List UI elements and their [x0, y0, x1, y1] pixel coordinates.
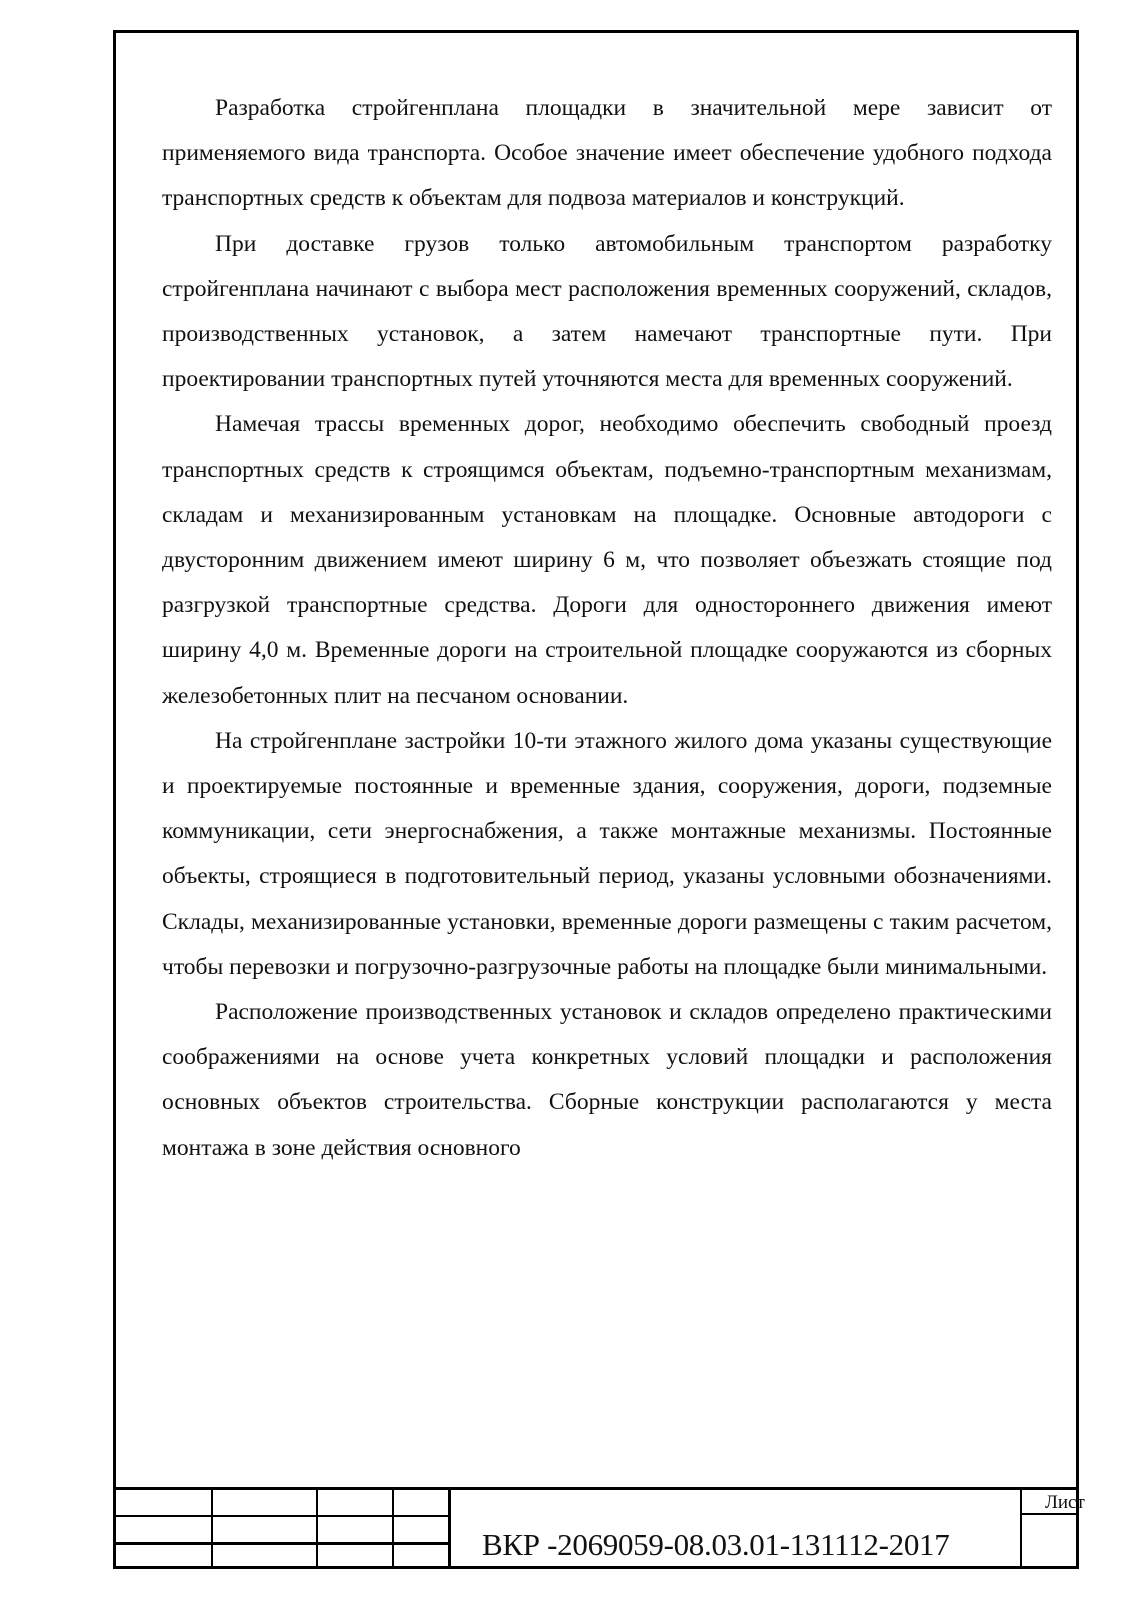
stamp-line [113, 1515, 451, 1517]
paragraph: Намечая трассы временных дорог, необходимо обеспечить свободный проезд транспортных средств к строящимся объектам, подъемно-транспортным механизмам, складам и механизированным установкам на площадке. Основные автодороги с двусторонним движением имеют ширину 6 м, что позволяет объезжать стоящие под разгрузкой транспортные средства. Дороги для одностороннего движения имеют ширину 4,0 м. Временные дороги на строительной площадке сооружаются из сборных железобетонных плит на песчаном основании. [162, 411, 1052, 709]
stamp-line [316, 1487, 318, 1569]
document-body [162, 86, 1052, 1171]
sheet-label: Лист [1045, 1492, 1085, 1513]
stamp-line [211, 1487, 213, 1569]
paragraph: При доставке грузов только автомобильным транспортом разработку стройгенплана начинают с выбора мест расположения временных сооружений, складов, производственных установок, а затем намечают транспортные пути. При проектировании транспортных путей уточняются места для временных сооружений. [162, 230, 1052, 393]
stamp-line [113, 1487, 1079, 1490]
paragraph: Расположение производственных установок и складов определено практическими соображениями на основе учета конкретных условий площадки и расположения основных объектов строительства. Сборные конструкции располагаются у места монтажа в зоне действия основного [162, 999, 1052, 1161]
document-code: ВКР -2069059-08.03.01-131112-2017 [482, 1527, 950, 1562]
stamp-line [113, 1542, 451, 1545]
paragraph: На стройгенплане застройки 10-ти этажного жилого дома указаны существующие и проектируемые постоянные и временные здания, сооружения, дороги, подземные коммуникации, сети энергоснабжения, а также монтажные механизмы. Постоянные объекты, строящиеся в подготовительный период, указаны условными обозначениями. Склады, механизированные установки, временные дороги размещены с таким расчетом, чтобы перевозки и погрузочно-разгрузочные работы на площадке были минимальными. [162, 727, 1052, 980]
stamp-line [1020, 1487, 1022, 1569]
paragraph: Разработка стройгенплана площадки в значительной мере зависит от применяемого вида транспорта. Особое значение имеет обеспечение удобного подхода транспортных средств к объектам для подвоза материалов и конструкций. [162, 95, 1052, 212]
stamp-line [392, 1487, 394, 1569]
stamp-line [448, 1487, 451, 1569]
